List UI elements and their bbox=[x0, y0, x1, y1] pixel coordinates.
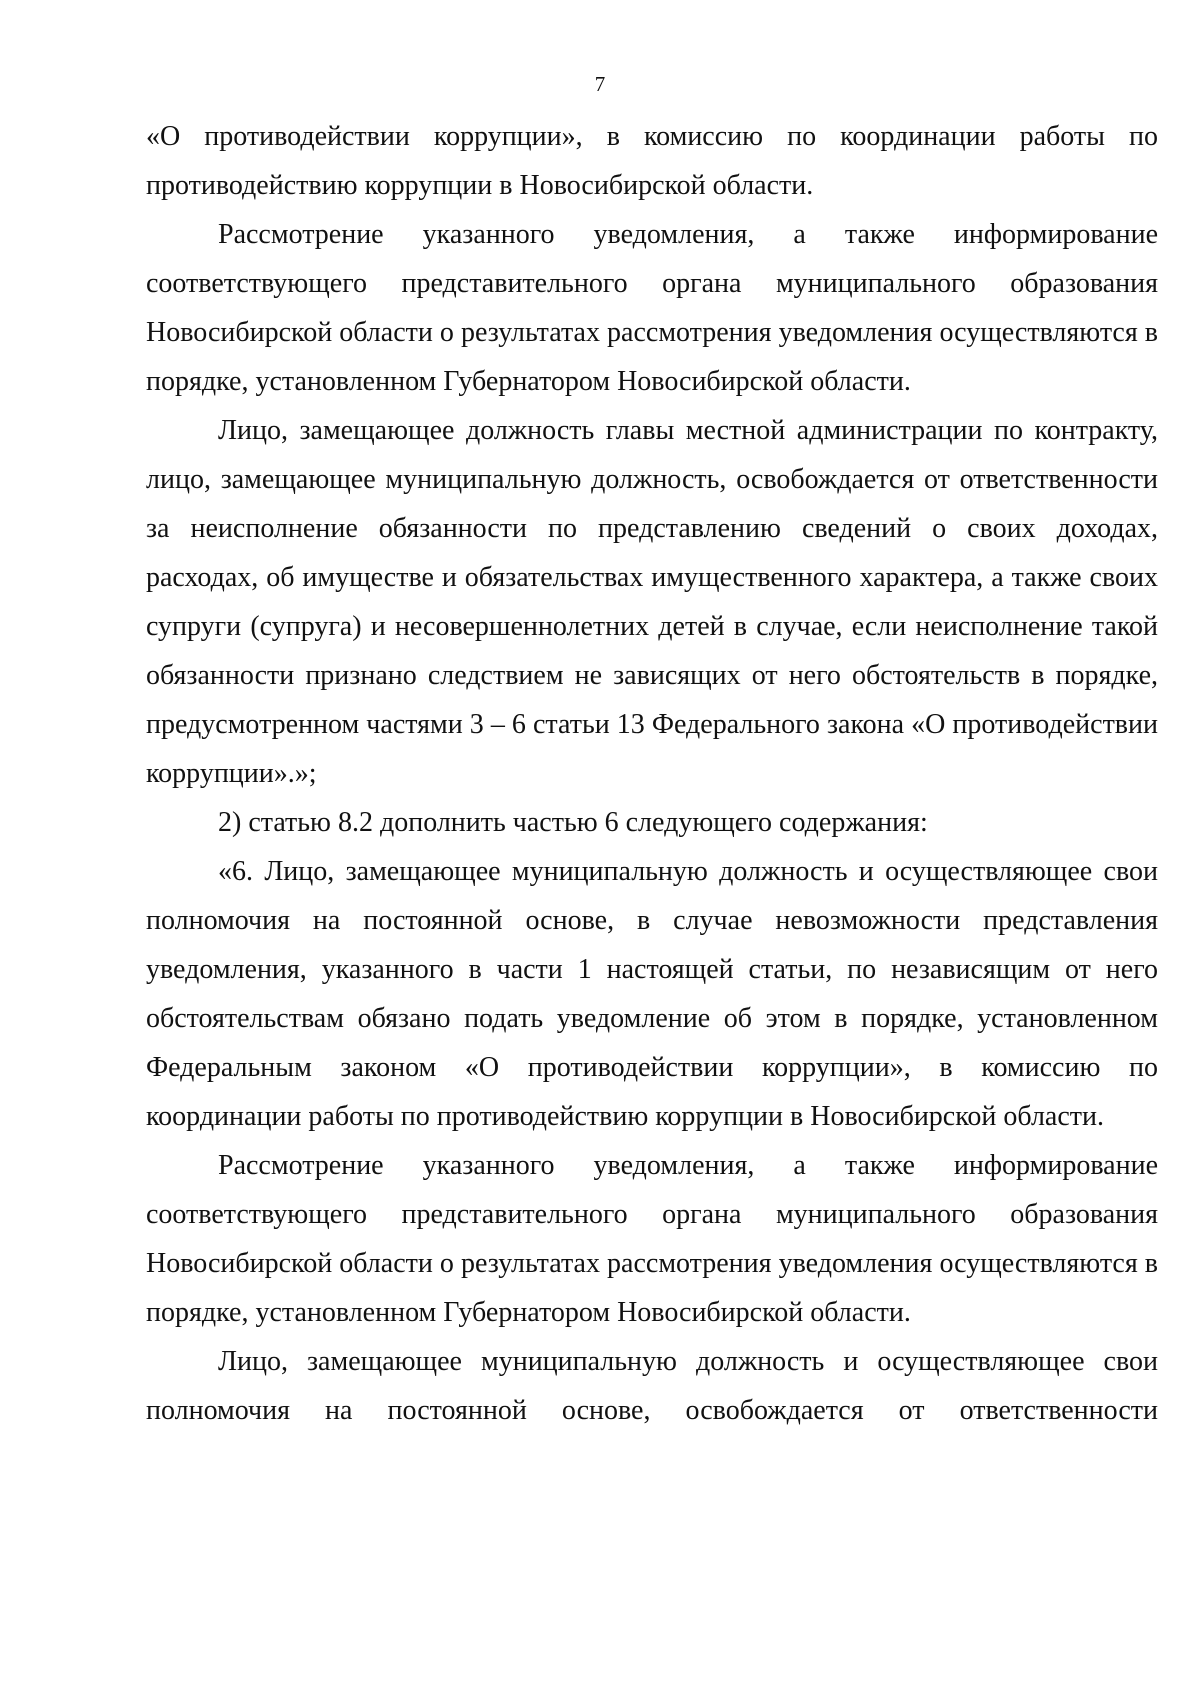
paragraph-4: 2) статью 8.2 дополнить частью 6 следующего содержания: bbox=[218, 807, 928, 838]
paragraph-1: «О противодействии коррупции», в комиссию по координации работы по противодействию коррупции в Новосибирской области. bbox=[146, 121, 1158, 201]
paragraph-2: Рассмотрение указанного уведомления, а также информирование соответствующего представительного органа муниципального образования Новосибирской области о результатах рассмотрения уведомления осуществляются в порядке, установленном Губернатором Новосибирской области. bbox=[146, 219, 1158, 397]
page-number: 7 bbox=[594, 72, 606, 96]
document-body bbox=[146, 112, 1158, 1435]
paragraph-5: «6. Лицо, замещающее муниципальную должность и осуществляющее свои полномочия на постоянной основе, в случае невозможности представления уведомления, указанного в части 1 настоящей статьи, по независящим от него обстоятельствам обязано подать уведомление об этом в порядке, установленном Федеральным законом «О противодействии коррупции», в комиссию по координации работы по противодействию коррупции в Новосибирской области. bbox=[146, 856, 1158, 1132]
paragraph-7: Лицо, замещающее муниципальную должность и осуществляющее свои полномочия на постоянной основе, освобождается от ответственности bbox=[146, 1346, 1158, 1426]
paragraph-6: Рассмотрение указанного уведомления, а также информирование соответствующего представительного органа муниципального образования Новосибирской области о результатах рассмотрения уведомления осуществляются в порядке, установленном Губернатором Новосибирской области. bbox=[146, 1150, 1158, 1328]
paragraph-3: Лицо, замещающее должность главы местной администрации по контракту, лицо, замещающее муниципальную должность, освобождается от ответственности за неисполнение обязанности по представлению сведений о своих доходах, расходах, об имуществе и обязательствах имущественного характера, а также своих супруги (супруга) и несовершеннолетних детей в случае, если неисполнение такой обязанности признано следствием не зависящих от него обстоятельств в порядке, предусмотренном частями 3 – 6 статьи 13 Федерального закона «О противодействии коррупции».»; bbox=[146, 415, 1158, 789]
